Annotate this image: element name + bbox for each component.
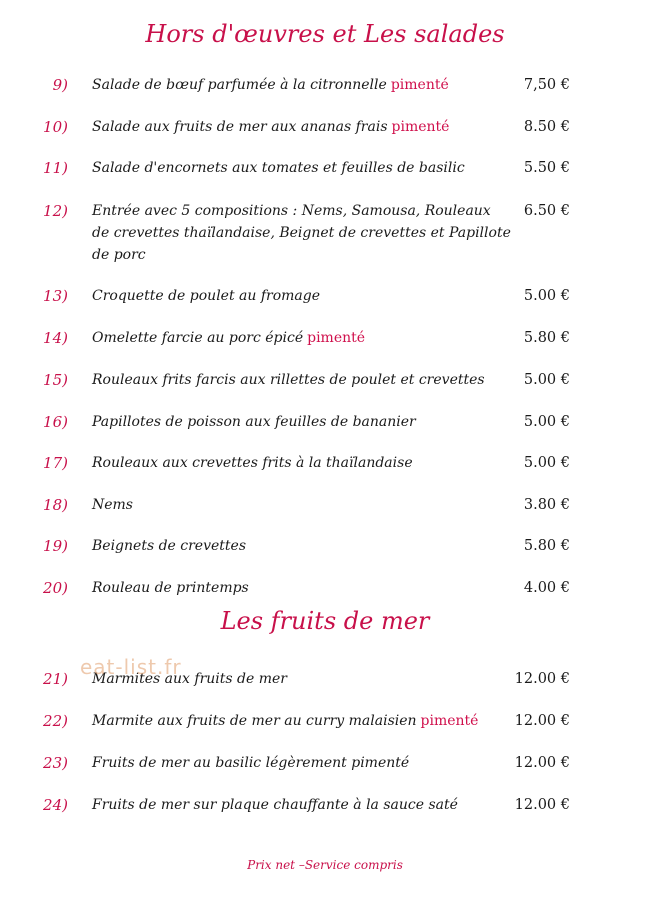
item-number: 12): [43, 202, 68, 220]
item-number: 23): [43, 754, 68, 772]
item-price: 5.00 €: [523, 288, 570, 304]
item-number: 13): [43, 287, 68, 305]
spicy-label: pimenté: [307, 330, 366, 346]
item-name-line: [92, 577, 512, 599]
item-number: 19): [43, 537, 68, 555]
spicy-label: pimenté: [391, 119, 450, 135]
item-number: 11): [43, 159, 68, 177]
item-price: 12.00 €: [514, 755, 570, 771]
item-name-line: [92, 710, 512, 732]
item-number: 9): [52, 76, 68, 94]
item-name: Fruits de mer au basilic légèrement pimenté: [92, 755, 410, 771]
item-price: 3.80 €: [523, 497, 570, 513]
item-name-line: [92, 794, 512, 816]
item-name-line: [92, 157, 512, 179]
item-price: 12.00 €: [514, 713, 570, 729]
item-price: 7,50 €: [523, 77, 570, 93]
item-number: 17): [43, 454, 68, 472]
item-name-line: [92, 535, 512, 557]
item-number: 16): [43, 413, 68, 431]
item-name-line: [92, 752, 512, 774]
item-name: Marmite aux fruits de mer au curry malaisien: [92, 713, 417, 729]
item-price: 5.00 €: [523, 455, 570, 471]
item-name-line: [92, 494, 512, 516]
item-price: 5.00 €: [523, 372, 570, 388]
item-name-line: [92, 452, 512, 474]
item-name: Rouleaux frits farcis aux rillettes de poulet et crevettes: [92, 372, 485, 388]
item-number: 21): [43, 670, 68, 688]
item-price: 12.00 €: [514, 797, 570, 813]
spicy-label: pimenté: [420, 713, 479, 729]
section-title-fruits-de-mer: Les fruits de mer: [220, 607, 430, 635]
item-name: Nems: [92, 497, 133, 513]
item-name-line: [92, 116, 512, 138]
item-price: 5.80 €: [523, 538, 570, 554]
item-name-line: [92, 74, 512, 96]
item-name: Rouleaux aux crevettes frits à la thaïlandaise: [92, 455, 413, 471]
item-price: 12.00 €: [514, 671, 570, 687]
section-title-hors-doeuvres: Hors d'œuvres et Les salades: [145, 20, 505, 48]
item-number: 20): [43, 579, 68, 597]
spicy-label: pimenté: [390, 77, 449, 93]
item-name: Papillotes de poisson aux feuilles de bananier: [92, 414, 416, 430]
item-name-line: [92, 411, 512, 433]
item-price: 5.80 €: [523, 330, 570, 346]
item-name: Fruits de mer sur plaque chauffante à la sauce saté: [92, 797, 458, 813]
item-price: 4.00 €: [523, 580, 570, 596]
item-name: Omelette farcie au porc épicé: [92, 330, 304, 346]
item-number: 24): [43, 796, 68, 814]
item-price: 5.00 €: [523, 414, 570, 430]
item-name-line: [92, 369, 512, 391]
item-price: 5.50 €: [523, 160, 570, 176]
item-name-line: [92, 285, 512, 307]
item-price: 6.50 €: [523, 203, 570, 219]
item-name: Marmites aux fruits de mer: [92, 671, 287, 687]
item-name: Entrée avec 5 compositions : Nems, Samousa, Rouleaux de crevettes thaïlandaise, Beignet de crevettes et Papillote de porc: [92, 203, 511, 263]
item-number: 18): [43, 496, 68, 514]
item-name-line: [92, 327, 512, 349]
item-name: Salade de bœuf parfumée à la citronnelle: [92, 77, 387, 93]
item-name-line: [92, 200, 512, 266]
item-number: 14): [43, 329, 68, 347]
item-name: Beignets de crevettes: [92, 538, 247, 554]
item-number: 10): [43, 118, 68, 136]
watermark: eat-list.fr: [80, 655, 182, 679]
item-name: Salade d'encornets aux tomates et feuilles de basilic: [92, 160, 465, 176]
item-number: 15): [43, 371, 68, 389]
item-name: Croquette de poulet au fromage: [92, 288, 321, 304]
item-price: 8.50 €: [523, 119, 570, 135]
item-name: Rouleau de printemps: [92, 580, 249, 596]
item-name: Salade aux fruits de mer aux ananas frais: [92, 119, 388, 135]
item-number: 22): [43, 712, 68, 730]
footer-note: Prix net –Service compris: [247, 858, 403, 872]
